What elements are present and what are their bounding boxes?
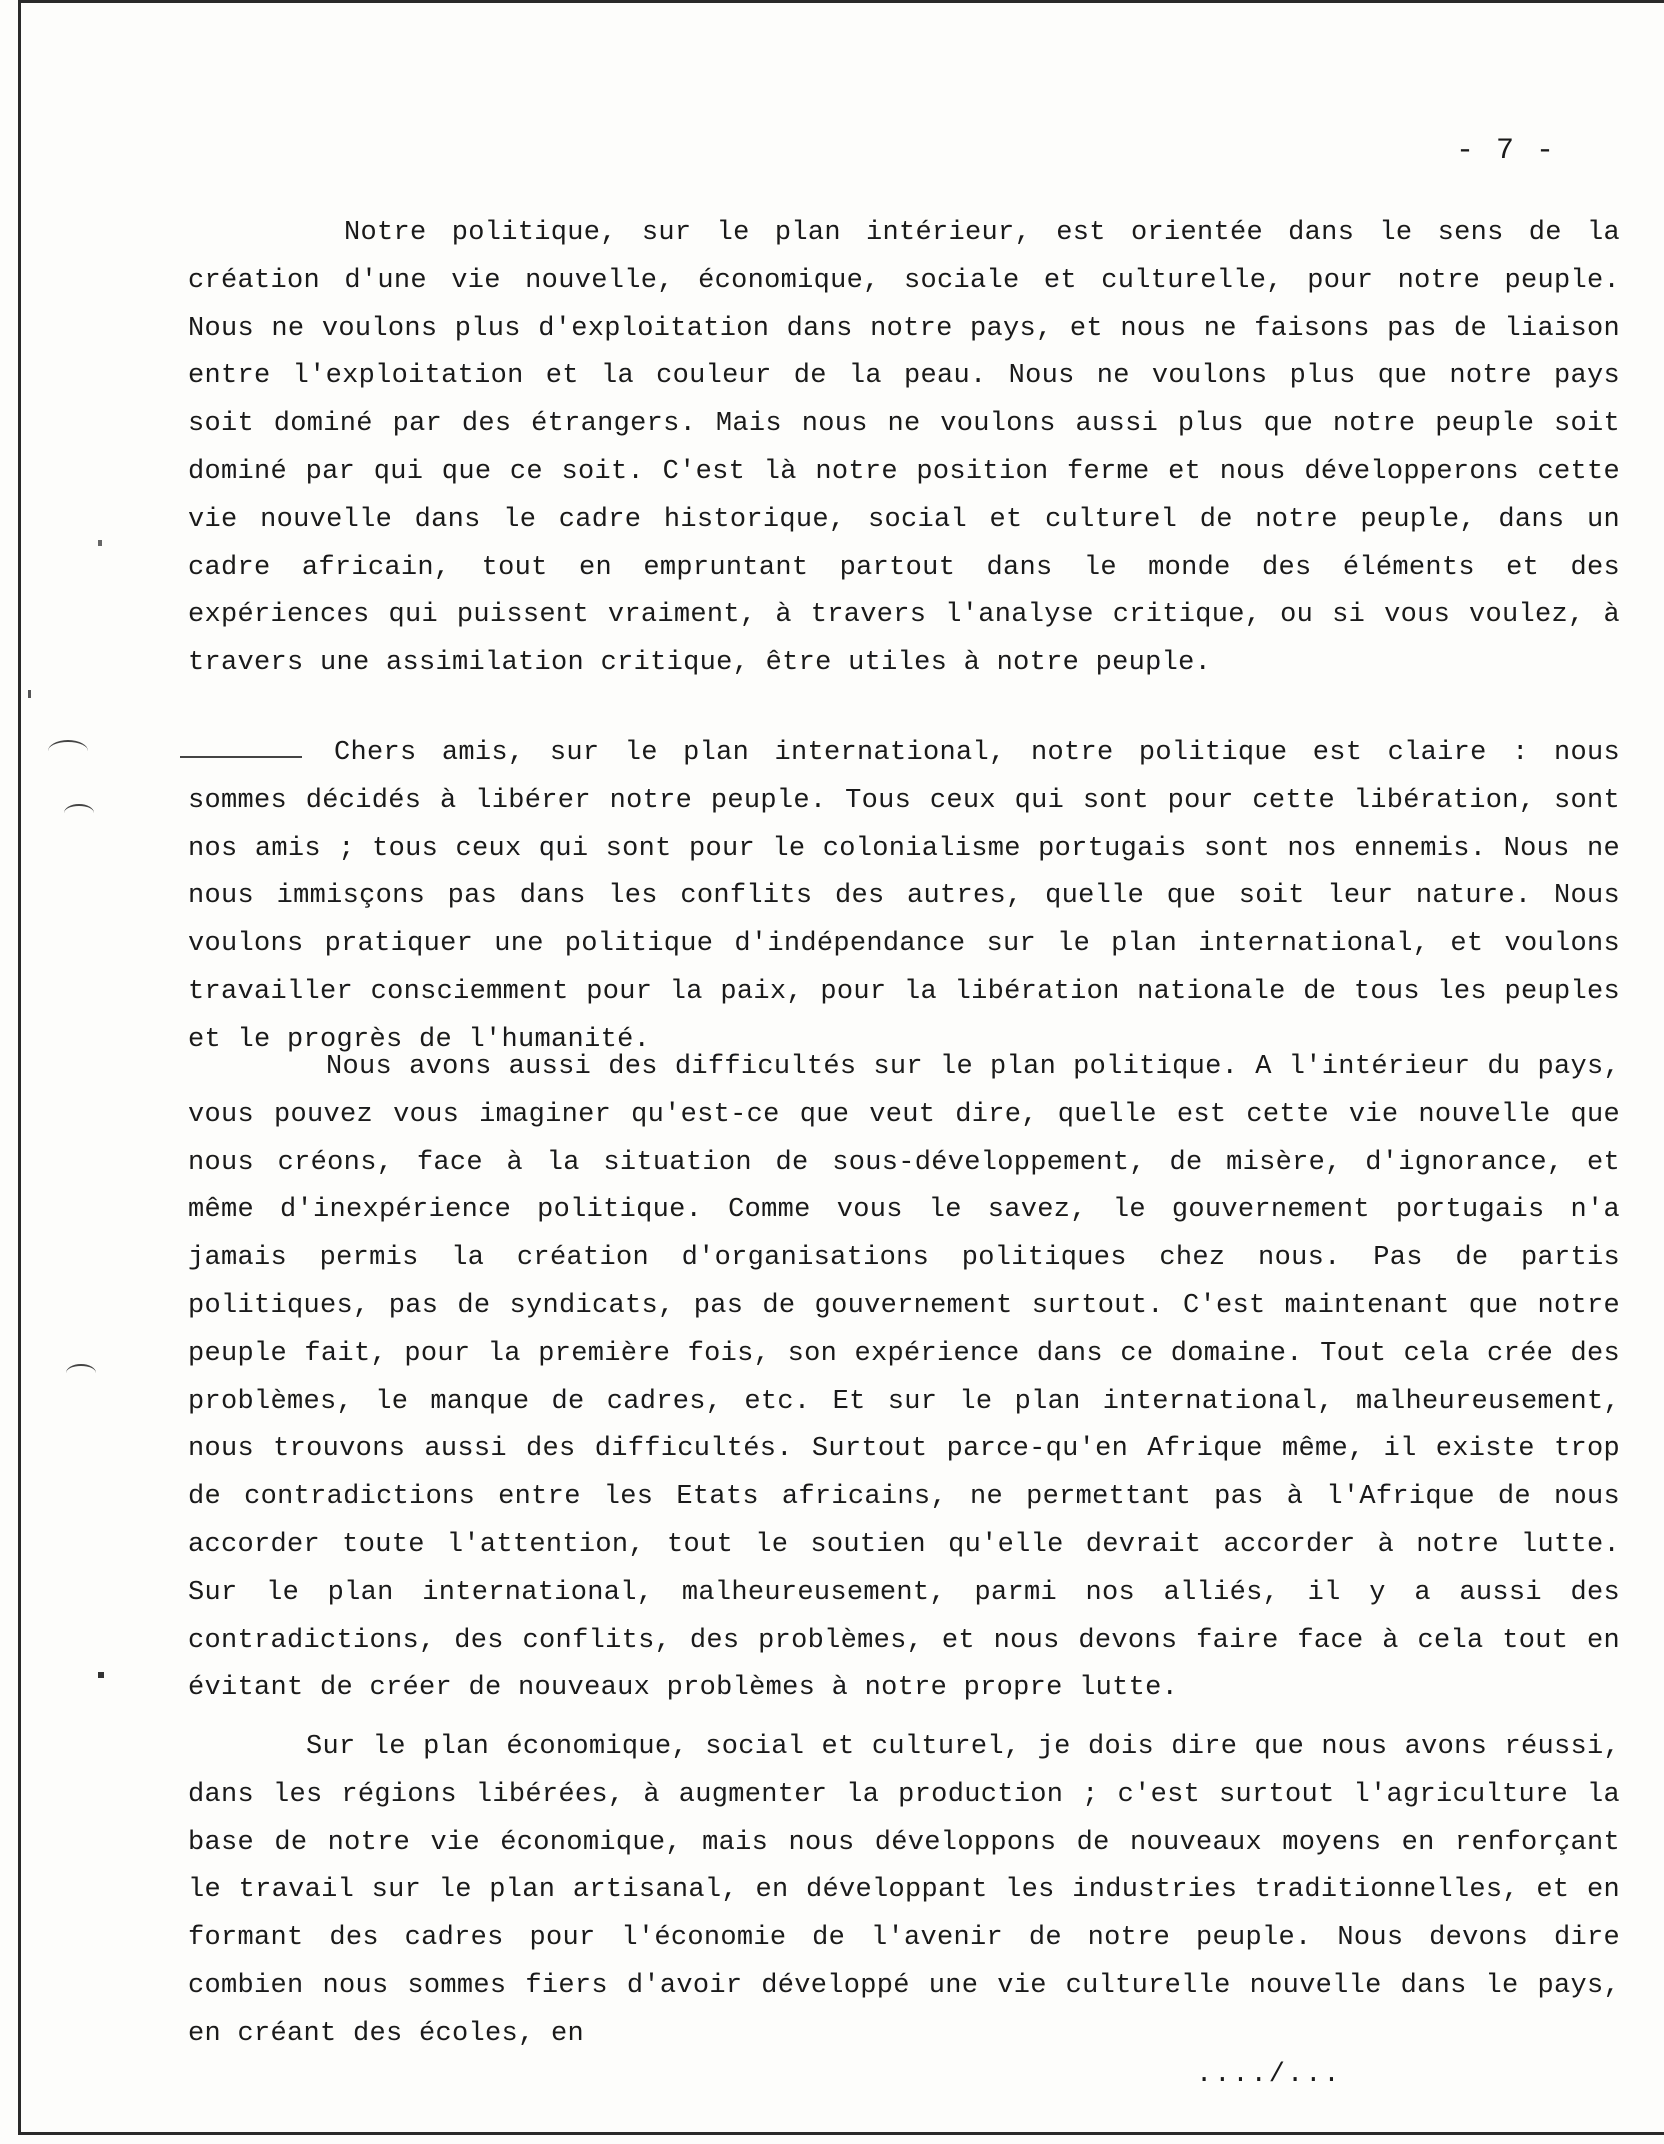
page-border-top [18, 0, 1664, 3]
page-number: - 7 - [1456, 134, 1557, 168]
ink-speck [98, 540, 102, 546]
continuation-marker: ..../... [1196, 2060, 1342, 2090]
pen-underline-mark [180, 756, 302, 758]
paragraph-political-difficulties: Nous avons aussi des difficultés sur le plan politique. A l'intérieur du pays, vous pouvez vous imaginer qu'est-ce que veut dire, quelle est cette vie nouvelle que nous créons, face à la situation de sous-développement, de misère, d'ignorance, et même d'inexpérience politique. Comme vous le savez, le gouvernement portugais n'a jamais permis la création d'organisations politiques chez nous. Pas de partis politiques, pas de syndicats, pas de gouvernement surtout. C'est maintenant que notre peuple fait, pour la première fois, son expérience dans ce domaine. Tout cela crée des problèmes, le manque de cadres, etc. Et sur le plan international, malheureusement, nous trouvons aussi des difficultés. Surtout parce-qu'en Afrique même, il existe trop de contradictions entre les Etats africains, ne permettant pas à l'Afrique de nous accorder toute l'attention, tout le soutien qu'elle devrait accorder à notre lutte. Sur le plan international, malheureusement, parmi nos alliés, il y a aussi des contradictions, des conflits, des problèmes, et nous devons faire face à cela tout en évitant de créer de nouveaux problèmes à notre propre lutte. [188, 1052, 1620, 1704]
hole-punch-mark [64, 804, 94, 822]
ink-speck [98, 1672, 104, 1678]
paragraph-international-policy: Chers amis, sur le plan international, notre politique est claire : nous sommes décidés à libérer notre peuple. Tous ceux qui sont pour cette libération, sont nos amis ; tous ceux qui sont pour le colonialisme portugais sont nos ennemis. Nous ne nous immisçons pas dans les conflits des autres, quelle que soit leur nature. Nous voulons pratiquer une politique d'indépendance sur le plan international, et voulons travailler consciemment pour la paix, pour la libération nationale de tous les peuples et le progrès de l'humanité. [188, 738, 1620, 1055]
hole-punch-mark [66, 1364, 96, 1382]
page-border-bottom [18, 2132, 1664, 2135]
page-border-left [18, 0, 21, 2134]
ink-speck [28, 690, 31, 698]
hole-punch-mark [48, 740, 88, 762]
paragraph-economic-social-cultural: Sur le plan économique, social et culturel, je dois dire que nous avons réussi, dans les régions libérées, à augmenter la production ; c'est surtout l'agriculture la base de notre vie économique, mais nous développons de nouveaux moyens en renforçant le travail sur le plan artisanal, en développant les industries traditionnelles, et en formant des cadres pour l'économie de l'avenir de notre peuple. Nous devons dire combien nous sommes fiers d'avoir développé une vie culturelle nouvelle dans le pays, en créant des écoles, en [188, 1732, 1620, 2049]
paragraph-domestic-policy: Notre politique, sur le plan intérieur, est orientée dans le sens de la création d'une vie nouvelle, économique, sociale et culturelle, pour notre peuple. Nous ne voulons plus d'exploitation dans notre pays, et nous ne faisons pas de liaison entre l'exploitation et la couleur de la peau. Nous ne voulons plus que notre pays soit dominé par des étrangers. Mais nous ne voulons aussi plus que notre peuple soit dominé par qui que ce soit. C'est là notre position ferme et nous développerons cette vie nouvelle dans le cadre historique, social et culturel de notre peuple, dans un cadre africain, tout en empruntant partout dans le monde des éléments et des expériences qui puissent vraiment, à travers l'analyse critique, ou si vous voulez, à travers une assimilation critique, être utiles à notre peuple. [188, 218, 1620, 679]
